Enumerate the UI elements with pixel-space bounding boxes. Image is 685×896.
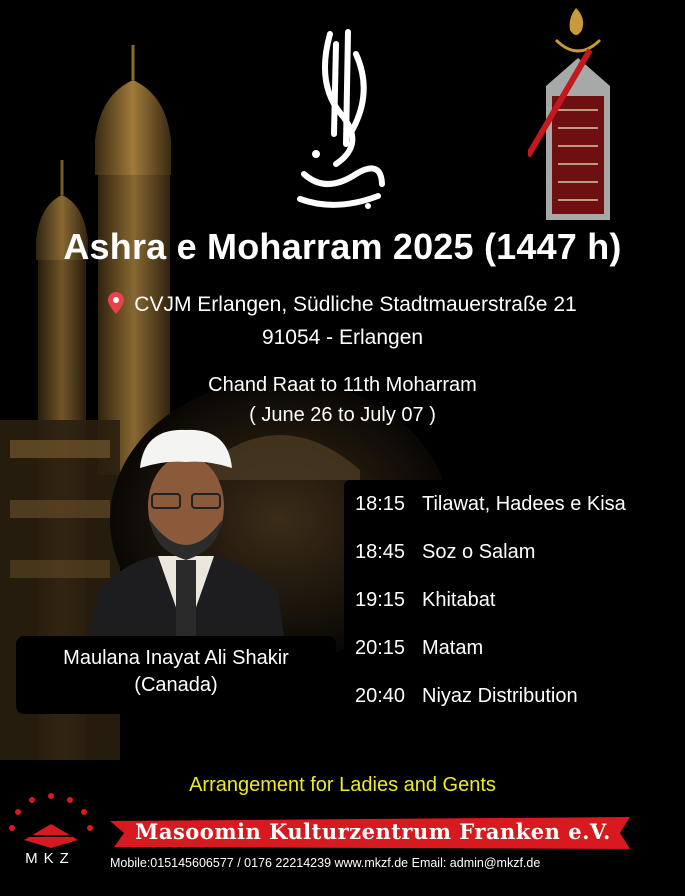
contact-info: Mobile:015145606577 / 0176 22214239 www.mkzf.de Email: admin@mkzf.de xyxy=(110,856,541,870)
schedule-time: 18:15 xyxy=(355,493,406,515)
schedule-event: Khitabat xyxy=(422,589,496,611)
arrangement-note: Arrangement for Ladies and Gents xyxy=(189,774,496,796)
organization-name: Masoomin Kulturzentrum Franken e.V. xyxy=(135,819,611,844)
event-title: Ashra e Moharram 2025 (1447 h) xyxy=(63,226,622,267)
venue-line-1: CVJM Erlangen, Südliche Stadtmauerstraße 21 xyxy=(134,293,577,316)
speaker-origin: (Canada) xyxy=(134,674,218,696)
schedule-row xyxy=(355,637,483,660)
schedule-event: Tilawat, Hadees e Kisa xyxy=(422,493,626,515)
schedule-event: Soz o Salam xyxy=(422,541,536,563)
schedule-time: 19:15 xyxy=(355,589,406,611)
schedule-time: 18:45 xyxy=(355,541,406,563)
venue-address xyxy=(0,290,685,353)
location-pin-icon xyxy=(108,292,124,323)
schedule-row xyxy=(355,685,578,708)
schedule-row xyxy=(355,493,626,516)
speaker-name: Maulana Inayat Ali Shakir xyxy=(63,647,289,669)
dates-line-1: Chand Raat to 11th Moharram xyxy=(208,374,477,396)
mkz-logo-icon xyxy=(2,788,100,888)
majlis-calligraphy-logo xyxy=(286,24,396,214)
venue-line-2: 91054 - Erlangen xyxy=(261,326,424,349)
schedule-event: Niyaz Distribution xyxy=(422,685,578,707)
schedule-time: 20:15 xyxy=(355,637,406,659)
speaker-portrait xyxy=(88,420,284,636)
alam-banner-icon xyxy=(528,6,628,226)
schedule-row xyxy=(355,541,535,564)
logo-text: MKZ xyxy=(25,850,75,867)
dates-line-2: ( June 26 to July 07 ) xyxy=(249,404,436,426)
schedule-event: Matam xyxy=(422,637,484,659)
schedule-time: 20:40 xyxy=(355,685,406,707)
speaker-caption xyxy=(16,645,336,699)
schedule-row xyxy=(355,589,495,612)
